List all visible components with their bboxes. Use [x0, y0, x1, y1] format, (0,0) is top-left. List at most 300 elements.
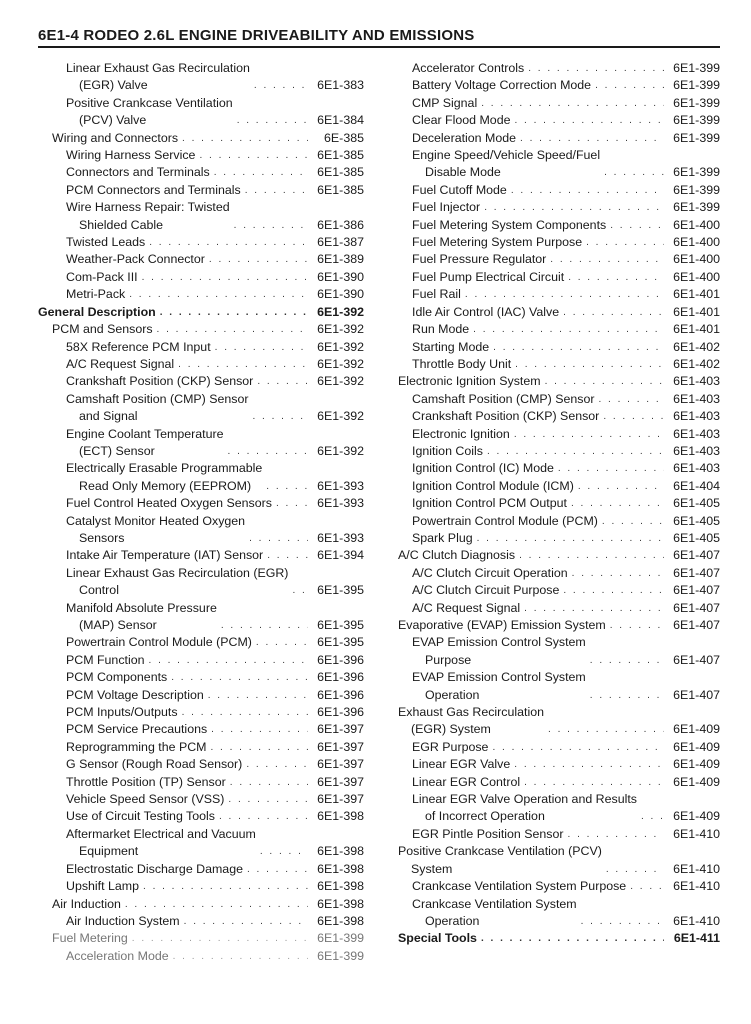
toc-entry [398, 147, 720, 182]
toc-entry-title [412, 530, 473, 547]
toc-entry [38, 495, 364, 512]
toc-entry-title [66, 808, 215, 825]
toc-entry-line: Throttle Position (TP) Sensor [66, 774, 226, 789]
toc-entry-line: Control [79, 583, 119, 598]
toc-entry [398, 582, 720, 599]
toc-entry-line: Fuel Metering [52, 931, 128, 946]
toc-entry [38, 704, 364, 721]
toc-entry-line: Clear Flood Mode [412, 113, 511, 128]
toc-entry-title [66, 95, 233, 130]
toc-entry-page: 6E1-403 [673, 426, 720, 441]
toc-entry-page: 6E1-407 [673, 565, 720, 580]
toc-entry-line: Special Tools [398, 931, 477, 946]
toc-entry-line: EVAP Emission Control System [412, 670, 586, 685]
dot-leader [550, 251, 664, 268]
toc-entry-page: 6E1-410 [673, 879, 720, 894]
dot-leader [209, 251, 308, 268]
toc-entry-title [66, 687, 204, 704]
dot-leader [184, 913, 308, 930]
toc-entry-title [66, 339, 211, 356]
toc-entry-line: (PCV) Valve [79, 113, 147, 128]
toc-entry-line: System [411, 861, 453, 876]
toc-entry-title [412, 112, 510, 129]
toc-entry-page: 6E1-400 [673, 235, 720, 250]
toc-entry [398, 634, 720, 669]
toc-entry-page: 6E1-407 [673, 618, 720, 632]
toc-entry [398, 669, 720, 704]
toc-entry-line: Powertrain Control Module (PCM) [66, 635, 252, 650]
toc-entry-line: Camshaft Position (CMP) Sensor [66, 391, 249, 406]
toc-entry [38, 791, 364, 808]
toc-entry [398, 304, 720, 321]
toc-entry [398, 182, 720, 199]
toc-entry-title [66, 269, 138, 286]
toc-entry [398, 600, 720, 617]
toc-entry-page: 6E1-392 [317, 339, 364, 354]
dot-leader [211, 721, 308, 738]
toc-entry-title [66, 199, 230, 234]
dot-leader [578, 478, 664, 495]
toc-entry-title [412, 321, 469, 338]
toc-entry-title [66, 513, 245, 548]
dot-leader [246, 756, 308, 773]
toc-entry-line: (ECT) Sensor [79, 443, 155, 458]
toc-entry-title [398, 930, 477, 947]
toc-entry [38, 356, 364, 373]
dot-leader [487, 443, 664, 460]
dot-leader [563, 304, 664, 321]
toc-entry-line: Fuel Cutoff Mode [412, 182, 507, 197]
toc-entry-line: A/C Clutch Circuit Operation [412, 565, 568, 580]
toc-entry-page: 6E1-407 [673, 583, 720, 598]
toc-entry-page: 6E1-392 [317, 304, 364, 319]
toc-entry-line: (EGR) Valve [79, 78, 148, 93]
dot-leader [249, 530, 308, 547]
toc-entry-title [412, 513, 598, 530]
dot-leader [254, 77, 308, 94]
toc-entry-title [66, 791, 224, 808]
toc-entry [38, 304, 364, 321]
toc-entry-title [412, 495, 567, 512]
toc-entry [398, 321, 720, 338]
toc-entry-line: Metri-Pack [66, 287, 126, 302]
toc-entry-page: 6E1-409 [673, 809, 720, 824]
dot-leader [245, 182, 308, 199]
toc-entry-line: Starting Mode [412, 339, 490, 354]
dot-leader [590, 687, 664, 704]
dot-leader [292, 582, 308, 599]
toc-entry-line: Air Induction System [66, 913, 180, 928]
dot-leader [252, 408, 308, 425]
toc-entry [398, 269, 720, 286]
toc-entry-page: 6E1-392 [317, 443, 364, 458]
dot-leader [604, 164, 664, 181]
toc-entry-title [66, 147, 195, 164]
toc-entry-page: 6E1-402 [673, 339, 720, 354]
toc-entry [398, 77, 720, 94]
dot-leader [182, 704, 308, 721]
toc-entry-page: 6E1-410 [673, 913, 720, 928]
toc-entry-title [412, 217, 606, 234]
toc-entry-page: 6E1-409 [673, 739, 720, 754]
toc-entry [398, 286, 720, 303]
dot-leader [276, 495, 308, 512]
toc-entry-title [66, 286, 125, 303]
toc-entry [38, 339, 364, 356]
toc-entry-title [412, 774, 520, 791]
toc-entry [38, 234, 364, 251]
toc-entry-line: and Signal [79, 409, 138, 424]
toc-entry-page: 6E1-393 [317, 496, 364, 511]
toc-entry-line: Battery Voltage Correction Mode [412, 78, 592, 93]
toc-entry [398, 373, 720, 390]
dot-leader [602, 513, 664, 530]
dot-leader [603, 408, 664, 425]
toc-entry [38, 547, 364, 564]
toc-entry-line: Linear Exhaust Gas Recirculation [66, 61, 250, 75]
toc-entry-page: 6E1-398 [317, 879, 364, 894]
toc-entry-line: Connectors and Terminals [66, 165, 210, 180]
toc-entry [398, 391, 720, 408]
toc-entry [38, 513, 364, 548]
toc-entry-title [66, 756, 242, 773]
toc-entry-page: 6E1-409 [673, 774, 720, 789]
toc-entry-title [52, 130, 178, 147]
toc-entry [38, 896, 364, 913]
toc-entry-line: Run Mode [412, 322, 470, 337]
dot-leader [157, 321, 308, 338]
toc-entry-page: 6E-385 [324, 130, 364, 145]
toc-entry-page: 6E1-398 [317, 913, 364, 928]
toc-entry-line: Ignition Control (IC) Mode [412, 461, 554, 476]
toc-left-column [38, 60, 364, 965]
dot-leader [545, 373, 664, 390]
dot-leader [143, 878, 308, 895]
toc-entry-page: 6E1-385 [317, 165, 364, 180]
toc-entry-line: PCM and Sensors [52, 322, 153, 337]
toc-entry-page: 6E1-394 [317, 548, 364, 563]
toc-entry-title [66, 234, 145, 251]
dot-leader [160, 304, 308, 321]
toc-entry-page: 6E1-384 [317, 113, 364, 128]
dot-leader [210, 739, 308, 756]
toc-entry-title [412, 408, 599, 425]
toc-entry-line: Crankcase Ventilation System Purpose [412, 879, 627, 894]
toc-entry-title [66, 634, 252, 651]
toc-entry [38, 739, 364, 756]
toc-entry-title [66, 164, 210, 181]
toc-entry-page: 6E1-387 [317, 235, 364, 250]
toc-entry-title [66, 948, 169, 965]
toc-entry-page: 6E1-399 [673, 200, 720, 215]
toc-entry [38, 861, 364, 878]
dot-leader [511, 182, 664, 199]
toc-entry [398, 234, 720, 251]
toc-entry-line: EVAP Emission Control System [412, 635, 586, 650]
toc-entry-line: Wiring and Connectors [52, 130, 179, 145]
toc-entry [38, 774, 364, 791]
toc-entry-line: Linear Exhaust Gas Recirculation (EGR) [66, 565, 289, 580]
toc-entry-title [412, 426, 510, 443]
toc-entry-page: 6E1-397 [317, 739, 364, 754]
dot-leader [142, 269, 308, 286]
toc-entry-title [66, 774, 226, 791]
toc-entry-title [52, 930, 128, 947]
toc-entry-title [412, 286, 461, 303]
dot-leader [132, 930, 308, 947]
toc-entry [398, 408, 720, 425]
toc-entry-line: A/C Clutch Circuit Purpose [412, 583, 560, 598]
toc-entry [398, 930, 720, 947]
dot-leader [182, 130, 308, 147]
toc-entry-page: 6E1-410 [673, 826, 720, 841]
dot-leader [520, 130, 664, 147]
dot-leader [257, 373, 308, 390]
toc-entry-line: Operation [425, 913, 480, 928]
toc-entry [398, 426, 720, 443]
toc-entry [38, 669, 364, 686]
toc-entry-page: 6E1-403 [673, 443, 720, 458]
toc-entry-page: 6E1-407 [673, 687, 720, 702]
toc-entry-page: 6E1-407 [673, 548, 720, 563]
toc-entry [38, 147, 364, 164]
toc-entry [38, 391, 364, 426]
toc-entry-line: G Sensor (Rough Road Sensor) [66, 757, 243, 772]
toc-entry-page: 6E1-393 [317, 478, 364, 493]
toc-entry-line: Spark Plug [412, 530, 473, 545]
toc-entry [398, 513, 720, 530]
toc-entry-title [66, 913, 180, 930]
toc-entry-title [412, 826, 564, 843]
toc-entry-title [398, 547, 515, 564]
dot-leader [208, 687, 308, 704]
toc-entry-title [66, 669, 167, 686]
dot-leader [598, 391, 664, 408]
toc-entry-page: 6E1-399 [673, 78, 720, 93]
toc-entry-title [66, 600, 217, 635]
dot-leader [484, 199, 664, 216]
toc-entry-page: 6E1-411 [673, 931, 720, 946]
toc-entry-line: Catalyst Monitor Heated Oxygen [66, 513, 246, 528]
dot-leader [528, 60, 664, 77]
toc-entry [38, 948, 364, 965]
dot-leader [149, 234, 308, 251]
toc-entry-line: Disable Mode [425, 165, 501, 180]
toc-entry-line: Electrically Erasable Programmable [66, 461, 263, 476]
toc-entry-line: PCM Service Precautions [66, 722, 208, 737]
dot-leader [610, 617, 664, 634]
toc-entry-line: (MAP) Sensor [79, 618, 157, 632]
toc-entry [38, 600, 364, 635]
toc-entry [398, 617, 720, 634]
toc-entry-page: 6E1-389 [317, 252, 364, 267]
toc-entry-page: 6E1-401 [673, 287, 720, 302]
dot-leader [199, 147, 308, 164]
toc-entry-page: 6E1-396 [317, 705, 364, 720]
toc-entry-line: Fuel Metering System Components [412, 217, 607, 232]
toc-entry-page: 6E1-392 [317, 322, 364, 337]
toc-entry-line: of Incorrect Operation [425, 809, 545, 824]
toc-entry [398, 565, 720, 582]
toc-entry-page: 6E1-399 [673, 95, 720, 110]
toc-entry-page: 6E1-395 [317, 618, 364, 632]
toc-entry-line: PCM Connectors and Terminals [66, 182, 241, 197]
toc-entry-title [412, 878, 626, 895]
toc-entry-line: A/C Request Signal [66, 356, 175, 371]
toc-entry-line: Camshaft Position (CMP) Sensor [412, 391, 595, 406]
dot-leader [641, 808, 664, 825]
toc-entry [38, 826, 364, 861]
toc-entry-line: Wire Harness Repair: Twisted [66, 200, 230, 215]
toc-entry-line: Sensors [79, 530, 125, 545]
toc-entry-page: 6E1-392 [317, 356, 364, 371]
toc-entry-line: Shielded Cable [79, 217, 164, 232]
dot-leader [129, 286, 308, 303]
toc-entry-page: 6E1-397 [317, 774, 364, 789]
toc-entry-page: 6E1-399 [673, 165, 720, 180]
toc-entry-line: Electrostatic Discharge Damage [66, 861, 243, 876]
toc-entry-page: 6E1-397 [317, 792, 364, 807]
toc-entry-line: Ignition Control Module (ICM) [412, 478, 574, 493]
toc-entry-line: (EGR) System [411, 722, 491, 737]
toc-entry-title [398, 373, 541, 390]
dot-leader [492, 739, 664, 756]
toc-entry-page: 6E1-400 [673, 217, 720, 232]
toc-entry [398, 443, 720, 460]
toc-entry-title [66, 739, 206, 756]
toc-entry-title [52, 321, 153, 338]
toc-entry-page: 6E1-398 [317, 844, 364, 859]
toc-entry-title [412, 269, 564, 286]
dot-leader [630, 878, 664, 895]
dot-leader [514, 112, 664, 129]
dot-leader [477, 530, 664, 547]
dot-leader [260, 843, 308, 860]
dot-leader [558, 460, 664, 477]
dot-leader [571, 495, 664, 512]
toc-entry-title [66, 565, 288, 600]
toc-entry-line: PCM Inputs/Outputs [66, 705, 178, 720]
toc-entry-title [412, 791, 637, 826]
toc-entry [398, 530, 720, 547]
toc-entry-line: Acceleration Mode [66, 948, 169, 963]
toc-entry-page: 6E1-392 [317, 409, 364, 424]
toc-entry-title [66, 373, 253, 390]
toc-entry-page: 6E1-407 [673, 600, 720, 615]
toc-entry-title [412, 60, 524, 77]
dot-leader [228, 443, 308, 460]
toc-entry-title [412, 565, 568, 582]
toc-entry-title [412, 756, 510, 773]
toc-entry-page: 6E1-405 [673, 530, 720, 545]
dot-leader [493, 339, 664, 356]
toc-entry-line: Linear EGR Valve Operation and Results [412, 792, 637, 807]
toc-entry-title [66, 547, 263, 564]
toc-entry-line: Engine Speed/Vehicle Speed/Fuel [412, 148, 601, 163]
toc-entry-line: Throttle Body Unit [412, 356, 512, 371]
dot-leader [524, 774, 664, 791]
toc-entry-title [66, 60, 250, 95]
toc-entry [398, 130, 720, 147]
toc-entry-line: Equipment [79, 844, 139, 859]
toc-entry [398, 826, 720, 843]
toc-entry-title [38, 304, 156, 321]
dot-leader [465, 286, 664, 303]
toc-entry-line: Accelerator Controls [412, 61, 525, 75]
toc-entry-line: Electronic Ignition [412, 426, 510, 441]
toc-entry-title [412, 478, 574, 495]
dot-leader [481, 930, 664, 947]
toc-entry-line: Engine Coolant Temperature [66, 426, 224, 441]
toc-entry-page: 6E1-410 [673, 861, 720, 876]
toc-entry-page: 6E1-397 [317, 757, 364, 772]
toc-entry-line: Positive Crankcase Ventilation (PCV) [398, 844, 602, 859]
toc-entry [38, 687, 364, 704]
toc-entry-page: 6E1-395 [317, 583, 364, 598]
toc-entry-title [52, 896, 121, 913]
toc-entry-page: 6E1-398 [317, 809, 364, 824]
dot-leader [568, 269, 664, 286]
toc-entry-title [412, 739, 488, 756]
toc-entry-title [412, 234, 582, 251]
toc-entry-page: 6E1-403 [673, 391, 720, 406]
toc-entry-line: Linear EGR Valve [412, 757, 511, 772]
toc-entry [38, 913, 364, 930]
toc-entry-page: 6E1-396 [317, 687, 364, 702]
toc-entry-page: 6E1-398 [317, 896, 364, 911]
dot-leader [515, 356, 664, 373]
toc-entry-page: 6E1-385 [317, 182, 364, 197]
toc-entry-page: 6E1-383 [317, 78, 364, 93]
toc-entry-line: Crankcase Ventilation System [412, 896, 577, 911]
toc-entry-line: Weather-Pack Connector [66, 252, 205, 267]
toc-entry [38, 460, 364, 495]
toc-entry-page: 6E1-403 [673, 374, 720, 389]
toc-entry-title [412, 95, 477, 112]
toc-entry-title [66, 251, 205, 268]
dot-leader [514, 426, 664, 443]
toc-entry [38, 808, 364, 825]
toc-entry-page: 6E1-401 [673, 304, 720, 319]
dot-leader [563, 582, 664, 599]
toc-entry-page: 6E1-402 [673, 356, 720, 371]
toc-entry-page: 6E1-405 [673, 496, 720, 511]
toc-entry-title [66, 721, 207, 738]
toc-entry-title [412, 130, 516, 147]
toc-entry-title [412, 339, 489, 356]
toc-entry [398, 112, 720, 129]
toc-entry-line: CMP Signal [412, 95, 478, 110]
toc-entry-title [412, 77, 591, 94]
toc-entry-line: Crankshaft Position (CKP) Sensor [412, 409, 600, 424]
toc-entry [38, 721, 364, 738]
toc-entry-line: Purpose [425, 652, 472, 667]
dot-leader [481, 95, 664, 112]
dot-leader [215, 339, 308, 356]
toc-entry-line: Intake Air Temperature (IAT) Sensor [66, 548, 264, 563]
toc-entry [398, 791, 720, 826]
toc-entry-page: 6E1-393 [317, 530, 364, 545]
dot-leader [125, 896, 308, 913]
dot-leader [514, 756, 664, 773]
toc-entry [398, 251, 720, 268]
dot-leader [219, 808, 308, 825]
toc-entry-line: Powertrain Control Module (PCM) [412, 513, 598, 528]
toc-entry-title [66, 652, 145, 669]
toc-entry [38, 95, 364, 130]
toc-entry-line: Fuel Control Heated Oxygen Sensors [66, 496, 272, 511]
toc-entry-title [412, 460, 554, 477]
